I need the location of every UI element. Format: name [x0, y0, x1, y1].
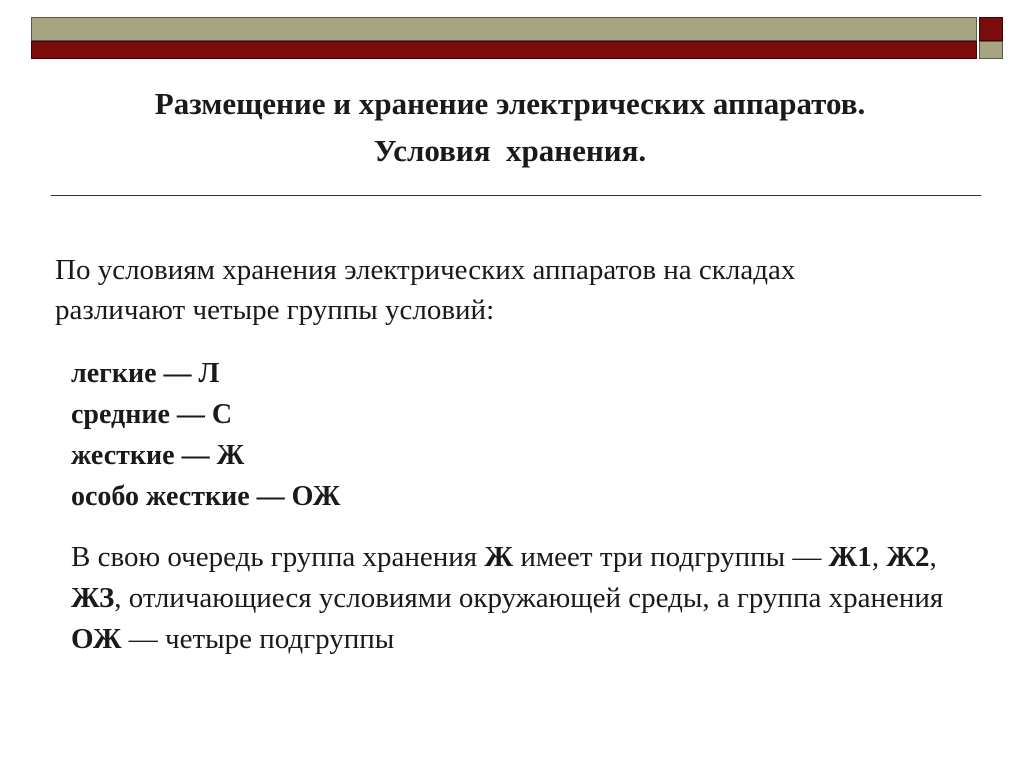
subgroups-bold-zh2: Ж2 [886, 541, 930, 573]
intro-line-1: По условиям хранения электрических аппаратов на складах [55, 254, 796, 286]
decor-bar-olive [31, 17, 977, 41]
subgroups-text-1: В свою очередь группа хранения [71, 541, 485, 573]
intro-line-2: различают четыре группы условий: [55, 294, 495, 326]
title-divider [51, 195, 981, 196]
slide-title-line-1: Размещение и хранение электрических аппаратов. [154, 86, 866, 121]
slide-title-line-2: Условия хранения. [373, 133, 647, 168]
storage-groups-list [71, 353, 871, 517]
decor-bar-maroon [31, 41, 977, 59]
decor-square-olive [979, 41, 1003, 59]
subgroups-bold-zh: Ж [484, 541, 514, 573]
group-item-harsh: жесткие — Ж [71, 440, 245, 471]
group-item-light: легкие — Л [71, 358, 220, 389]
subgroups-text-4: , [929, 541, 937, 573]
subgroups-paragraph [71, 537, 951, 660]
subgroups-bold-zh1: Ж1 [828, 541, 872, 573]
subgroups-text-3: , [871, 541, 887, 573]
group-item-medium: средние — С [71, 399, 233, 430]
group-item-extra-harsh: особо жесткие — ОЖ [71, 481, 341, 512]
slide-title [30, 80, 990, 174]
subgroups-text-2: имеет три подгруппы — [513, 541, 829, 573]
subgroups-text-6: — четыре подгруппы [121, 623, 395, 655]
subgroups-text-5: , отличающиеся условиями окружающей среды, а группа хранения [114, 582, 944, 614]
intro-paragraph [55, 250, 955, 330]
decor-square-maroon [979, 17, 1003, 41]
subgroups-bold-ozh: ОЖ [71, 623, 122, 655]
subgroups-bold-zh3: ЖЗ [71, 582, 115, 614]
